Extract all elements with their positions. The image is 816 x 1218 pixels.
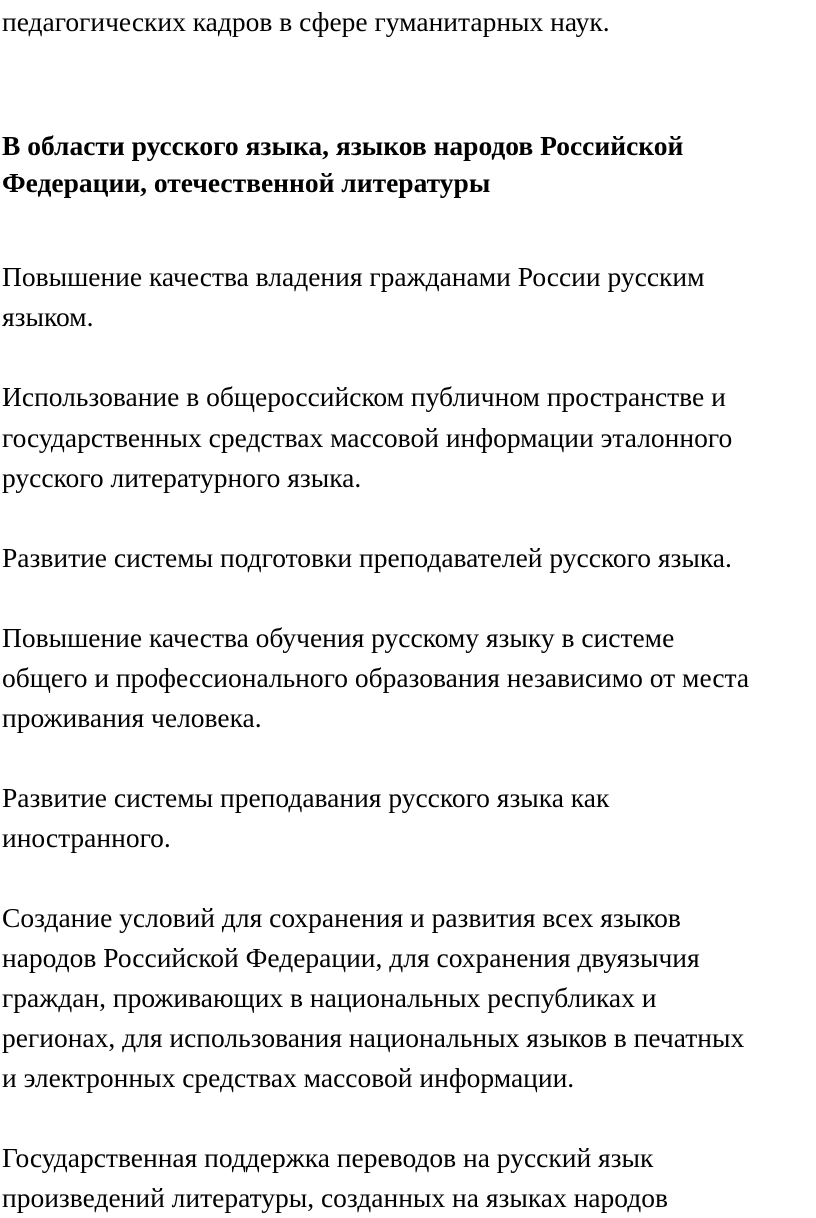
section-heading-line: В области русского языка, языков народов Российской xyxy=(2,130,684,161)
paragraph-line: общего и профессионального образования независимо от места xyxy=(2,662,750,693)
paragraph-line: проживания человека. xyxy=(2,702,262,733)
paragraph-line: Повышение качества владения гражданами России русским xyxy=(2,261,705,292)
paragraph-line: Повышение качества обучения русскому языку в системе xyxy=(2,622,675,653)
paragraph-line: иностранного. xyxy=(2,822,171,853)
paragraph-line: народов Российской Федерации, для сохранения двуязычия xyxy=(2,942,700,973)
paragraph-line: Развитие системы преподавания русского языка как xyxy=(2,782,610,813)
paragraph-line: Использование в общероссийском публичном пространстве и xyxy=(2,381,726,412)
paragraph-line: языком. xyxy=(2,301,94,332)
section-heading-line: Федерации, отечественной литературы xyxy=(2,167,491,198)
paragraph-line: Государственная поддержка переводов на русский язык xyxy=(2,1142,654,1173)
paragraph-line: произведений литературы, созданных на языках народов xyxy=(2,1182,668,1213)
paragraph-line: Создание условий для сохранения и развития всех языков xyxy=(2,902,681,933)
paragraph-line: и электронных средствах массовой информации. xyxy=(2,1062,575,1093)
paragraph-line: русского литературного языка. xyxy=(2,462,362,493)
paragraph-line: регионах, для использования национальных языков в печатных xyxy=(2,1022,745,1053)
intro-text-line: педагогических кадров в сфере гуманитарных наук. xyxy=(2,6,610,37)
paragraph-line: граждан, проживающих в национальных республиках и xyxy=(2,982,657,1013)
paragraph-line: Развитие системы подготовки преподавателей русского языка. xyxy=(2,542,732,573)
paragraph-line: государственных средствах массовой информации эталонного xyxy=(2,422,733,453)
